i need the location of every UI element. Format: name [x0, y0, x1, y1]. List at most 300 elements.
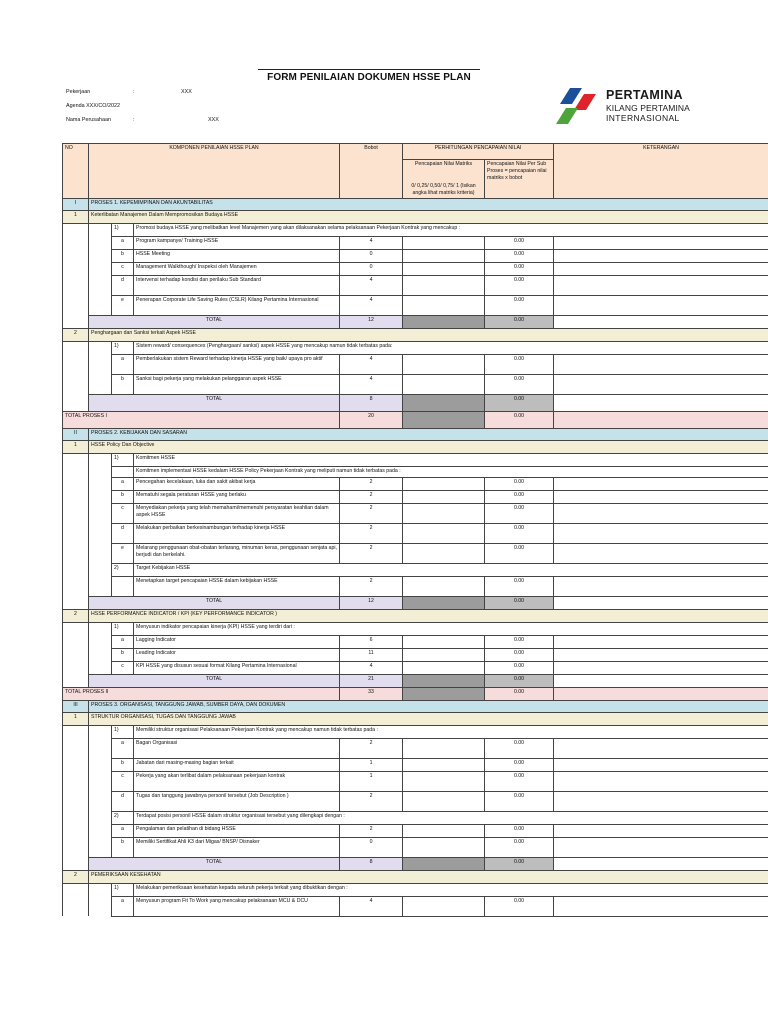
blank-cell [63, 811, 89, 824]
keterangan-input[interactable] [554, 295, 768, 315]
item-text: Tugas dan tanggung jawabnya personil tersebut (Job Description ) [134, 791, 340, 811]
nilai-matriks-input[interactable] [403, 896, 485, 916]
subsection-title: HSSE PERFORMANCE INDICATOR / KPI (KEY PERFORMANCE INDICATOR ) [89, 609, 768, 622]
field-perusahaan-label: Nama Perusahaan [66, 117, 111, 123]
item-text: Program kampanye/ Training HSSE [134, 236, 340, 249]
item-letter: a [112, 354, 134, 374]
table-row [63, 394, 768, 411]
keterangan-input[interactable] [554, 249, 768, 262]
total-bobot: 21 [340, 674, 403, 687]
item-text: Sanksi bagi pekerja yang melakukan pelanggaran aspek HSSE [134, 374, 340, 394]
blank-cell [89, 503, 112, 523]
nilai-matriks-input[interactable] [403, 791, 485, 811]
item-text: Mematuhi segala peraturan HSSE yang berlaku [134, 490, 340, 503]
keterangan-input[interactable] [554, 791, 768, 811]
nilai-matriks-input[interactable] [403, 576, 485, 596]
nilai-sub-value: 0.00 [485, 576, 554, 596]
nilai-sub-value: 0.00 [485, 791, 554, 811]
criterion-text: Promosi budaya HSSE yang melibatkan level Manajemen yang akan dilaksanakan selama pelaksanaan Pekerjaan Kontrak yang mencakup : [134, 223, 768, 236]
blank-cell [63, 857, 89, 870]
blank-cell [89, 236, 112, 249]
table-row [63, 712, 768, 725]
keterangan-input[interactable] [554, 543, 768, 563]
item-letter: c [112, 661, 134, 674]
bobot-value: 2 [340, 503, 403, 523]
header-row-1 [63, 144, 768, 160]
blank-cell [89, 824, 112, 837]
total-bobot: 12 [340, 596, 403, 609]
total-matriks-cell [403, 315, 485, 328]
total-proses-nilai: 0.00 [485, 411, 554, 428]
bobot-value: 2 [340, 791, 403, 811]
keterangan-input[interactable] [554, 477, 768, 490]
blank-cell [89, 523, 112, 543]
blank-cell [63, 883, 89, 896]
table-row [63, 262, 768, 275]
bobot-value: 11 [340, 648, 403, 661]
nilai-sub-value: 0.00 [485, 503, 554, 523]
item-letter: a [112, 738, 134, 758]
row-number: 1 [63, 440, 89, 453]
blank-cell [112, 466, 134, 477]
total-label: TOTAL [89, 315, 340, 328]
bobot-value: 1 [340, 758, 403, 771]
nilai-matriks-input[interactable] [403, 503, 485, 523]
blank-cell [89, 661, 112, 674]
logo-line-2: KILANG PERTAMINA [606, 103, 690, 113]
keterangan-input[interactable] [554, 275, 768, 295]
blank-cell [63, 758, 89, 771]
blank-cell [89, 275, 112, 295]
blank-cell [112, 576, 134, 596]
item-text: Melarang penggunaan obat-obatan terlarang, minuman keras, penggunaan senjata api, berjudi dan berkelahi. [134, 543, 340, 563]
total-nilai: 0.00 [485, 596, 554, 609]
table-row [63, 210, 768, 223]
bobot-value: 2 [340, 576, 403, 596]
bobot-value: 1 [340, 771, 403, 791]
table-row [63, 725, 768, 738]
bobot-value: 0 [340, 262, 403, 275]
blank-cell [89, 262, 112, 275]
table-row [63, 791, 768, 811]
blank-cell [63, 738, 89, 758]
total-label: TOTAL [89, 596, 340, 609]
nilai-sub-value: 0.00 [485, 354, 554, 374]
table-row [63, 354, 768, 374]
blank-cell [63, 648, 89, 661]
keterangan-input[interactable] [554, 648, 768, 661]
blank-cell [63, 262, 89, 275]
criterion-text: Komitmen HSSE [134, 453, 768, 466]
blank-cell [63, 837, 89, 857]
blank-cell [63, 223, 89, 236]
keterangan-input[interactable] [554, 503, 768, 523]
col-komponen-header: KOMPONEN PENILAIAN HSSE PLAN [89, 144, 340, 199]
nilai-sub-value: 0.00 [485, 837, 554, 857]
col-no-header: NO [63, 144, 89, 199]
table-row [63, 870, 768, 883]
row-number: III [63, 700, 89, 712]
blank-cell [63, 466, 89, 477]
blank-cell [89, 341, 112, 354]
table-row [63, 609, 768, 622]
item-letter: d [112, 275, 134, 295]
item-letter: c [112, 262, 134, 275]
item-letter: b [112, 374, 134, 394]
blank-cell [63, 249, 89, 262]
title-rule [258, 69, 480, 70]
blank-cell [63, 490, 89, 503]
item-text: Intervensi terhadap kondisi dan perilaku Sub Standard [134, 275, 340, 295]
pertamina-logo-icon [556, 86, 602, 130]
table-row [63, 811, 768, 824]
nilai-sub-value: 0.00 [485, 523, 554, 543]
blank-cell [63, 341, 89, 354]
item-text: Leading Indicator [134, 648, 340, 661]
criterion-text: Menyusun indikator pencapaian kinerja (KPI) HSSE yang terdiri dari : [134, 622, 768, 635]
nilai-matriks-input[interactable] [403, 262, 485, 275]
nilai-sub-value: 0.00 [485, 771, 554, 791]
table-row [63, 576, 768, 596]
nilai-matriks-input[interactable] [403, 354, 485, 374]
total-proses-nilai: 0.00 [485, 687, 554, 700]
blank-cell [89, 758, 112, 771]
nilai-matriks-input[interactable] [403, 374, 485, 394]
total-matriks-cell [403, 674, 485, 687]
criterion-text: Komitmen implementasi HSSE kedalam HSSE Policy Pekerjaan Kontrak yang meliputi namun tidak terbatas pada : [134, 466, 768, 477]
blank-cell [63, 394, 89, 411]
keterangan-input[interactable] [554, 236, 768, 249]
table-row [63, 374, 768, 394]
nilai-matriks-input[interactable] [403, 771, 485, 791]
blank-cell [63, 295, 89, 315]
total-nilai: 0.00 [485, 674, 554, 687]
nilai-matriks-input[interactable] [403, 738, 485, 758]
blank-cell [63, 622, 89, 635]
item-letter: a [112, 635, 134, 648]
table-row [63, 687, 768, 700]
blank-cell [89, 295, 112, 315]
nilai-sub-value: 0.00 [485, 477, 554, 490]
blank-cell [89, 622, 112, 635]
blank-cell [63, 453, 89, 466]
item-letter: a [112, 477, 134, 490]
item-text: Jabatan dari masing-masing bagian terkait [134, 758, 340, 771]
total-matriks-cell [403, 857, 485, 870]
col-perhitungan-header: PERHITUNGAN PENCAPAIAN NILAI [403, 144, 554, 160]
table-row [63, 857, 768, 870]
total-nilai: 0.00 [485, 315, 554, 328]
total-proses-label: TOTAL PROSES II [63, 687, 340, 700]
item-letter: b [112, 837, 134, 857]
table-row [63, 883, 768, 896]
table-row [63, 635, 768, 648]
criterion-number: 1) [112, 453, 134, 466]
keterangan-input[interactable] [554, 896, 768, 916]
blank-cell [89, 543, 112, 563]
nilai-matriks-input[interactable] [403, 236, 485, 249]
table-row [63, 648, 768, 661]
nilai-matriks-input[interactable] [403, 275, 485, 295]
keterangan-input[interactable] [554, 374, 768, 394]
subsection-title: HSSE Policy Dan Objective [89, 440, 768, 453]
total-nilai: 0.00 [485, 394, 554, 411]
total-bobot: 8 [340, 394, 403, 411]
item-letter: d [112, 523, 134, 543]
table-row [63, 236, 768, 249]
blank-cell [63, 275, 89, 295]
table-row [63, 249, 768, 262]
total-bobot: 8 [340, 857, 403, 870]
subsection-title: Penghargaan dan Sanksi terkait Aspek HSSE [89, 328, 768, 341]
nilai-matriks-input[interactable] [403, 295, 485, 315]
row-number: 1 [63, 712, 89, 725]
blank-cell [63, 374, 89, 394]
field-perusahaan-value: XXX [208, 117, 219, 123]
blank-cell [63, 563, 89, 576]
item-letter: d [112, 791, 134, 811]
subsection-title: Keterlibatan Manajemen Dalam Mempromosikan Budaya HSSE [89, 210, 768, 223]
pertamina-logo [556, 86, 766, 132]
table-row [63, 341, 768, 354]
field-agenda-label: Agenda XXX/CO/2022 [66, 103, 120, 109]
criterion-number: 1) [112, 223, 134, 236]
section-title: PROSES 2. KEBIJAKAN DAN SASARAN [89, 428, 768, 440]
nilai-matriks-input[interactable] [403, 635, 485, 648]
table-row [63, 490, 768, 503]
nilai-sub-value: 0.00 [485, 236, 554, 249]
blank-cell [89, 249, 112, 262]
table-row [63, 543, 768, 563]
page-title: FORM PENILAIAN DOKUMEN HSSE PLAN [267, 72, 471, 83]
keterangan-input[interactable] [554, 824, 768, 837]
blank-cell [63, 824, 89, 837]
row-number: I [63, 198, 89, 210]
table-row [63, 411, 768, 428]
criterion-number: 1) [112, 622, 134, 635]
assessment-table [62, 143, 768, 917]
total-keterangan [554, 596, 768, 609]
nilai-matriks-input[interactable] [403, 648, 485, 661]
item-text: Pengalaman dan pelatihan di bidang HSSE [134, 824, 340, 837]
blank-cell [63, 523, 89, 543]
nilai-matriks-input[interactable] [403, 661, 485, 674]
keterangan-input[interactable] [554, 490, 768, 503]
bobot-value: 0 [340, 837, 403, 857]
blank-cell [89, 563, 112, 576]
total-keterangan [554, 315, 768, 328]
criterion-text: Sistem reward/ consequences (Penghargaan/ sanksi) aspek HSSE yang mencakup namun tidak terbatas pada: [134, 341, 768, 354]
nilai-sub-value: 0.00 [485, 648, 554, 661]
nilai-sub-value: 0.00 [485, 758, 554, 771]
keterangan-input[interactable] [554, 354, 768, 374]
total-proses-keterangan [554, 411, 768, 428]
field-pekerjaan-sep: : [133, 89, 135, 95]
keterangan-input[interactable] [554, 738, 768, 758]
blank-cell [63, 674, 89, 687]
blank-cell [63, 596, 89, 609]
item-letter: b [112, 648, 134, 661]
table-row [63, 428, 768, 440]
row-number: 2 [63, 609, 89, 622]
criterion-number: 1) [112, 883, 134, 896]
criterion-text: Target Kebijakan HSSE [134, 563, 768, 576]
blank-cell [89, 837, 112, 857]
blank-cell [89, 883, 112, 896]
total-keterangan [554, 674, 768, 687]
nilai-sub-value: 0.00 [485, 490, 554, 503]
total-keterangan [554, 394, 768, 411]
bobot-value: 4 [340, 295, 403, 315]
keterangan-input[interactable] [554, 758, 768, 771]
blank-cell [89, 771, 112, 791]
row-number: 2 [63, 328, 89, 341]
field-perusahaan-sep: : [133, 117, 135, 123]
blank-cell [63, 236, 89, 249]
blank-cell [89, 725, 112, 738]
table-row [63, 275, 768, 295]
nilai-matriks-input[interactable] [403, 837, 485, 857]
bobot-value: 2 [340, 543, 403, 563]
table-row [63, 896, 768, 916]
criterion-number: 2) [112, 811, 134, 824]
keterangan-input[interactable] [554, 661, 768, 674]
bobot-value: 2 [340, 738, 403, 758]
bobot-value: 0 [340, 249, 403, 262]
bobot-value: 4 [340, 896, 403, 916]
item-letter: e [112, 543, 134, 563]
table-row [63, 198, 768, 210]
bobot-value: 4 [340, 275, 403, 295]
item-text: Memiliki Sertifikat Ahli K3 dari Migas/ BNSP/ Disnaker [134, 837, 340, 857]
table-row [63, 661, 768, 674]
table-row [63, 503, 768, 523]
item-text: HSSE Meeting [134, 249, 340, 262]
blank-cell [89, 466, 112, 477]
total-proses-matriks-cell [403, 687, 485, 700]
keterangan-input[interactable] [554, 576, 768, 596]
blank-cell [63, 354, 89, 374]
blank-cell [63, 791, 89, 811]
table-row [63, 738, 768, 758]
nilai-matriks-input[interactable] [403, 249, 485, 262]
item-text: Melakukan perbaikan berkesinambungan terhadap kinerja HSSE [134, 523, 340, 543]
item-letter: e [112, 295, 134, 315]
nilai-sub-value: 0.00 [485, 738, 554, 758]
nilai-sub-value: 0.00 [485, 896, 554, 916]
bobot-value: 2 [340, 477, 403, 490]
blank-cell [89, 223, 112, 236]
total-keterangan [554, 857, 768, 870]
table-row [63, 622, 768, 635]
nilai-sub-value: 0.00 [485, 661, 554, 674]
blank-cell [63, 503, 89, 523]
nilai-sub-value: 0.00 [485, 249, 554, 262]
item-letter: a [112, 896, 134, 916]
logo-line-1: PERTAMINA [606, 88, 683, 102]
blank-cell [63, 896, 89, 916]
row-number: 2 [63, 870, 89, 883]
blank-cell [63, 771, 89, 791]
nilai-sub-value: 0.00 [485, 635, 554, 648]
blank-cell [89, 374, 112, 394]
item-letter: b [112, 758, 134, 771]
col-nilai-sub-header: Pencapaian Nilai Per Sub Proses = pencapaian nilai matriks x bobot [485, 160, 554, 199]
table-row [63, 837, 768, 857]
nilai-matriks-input[interactable] [403, 477, 485, 490]
nilai-matriks-input[interactable] [403, 490, 485, 503]
blank-cell [63, 315, 89, 328]
bobot-value: 4 [340, 236, 403, 249]
col-nilai-matriks-header: Pencapaian Nilai Matriks [403, 160, 485, 182]
blank-cell [89, 738, 112, 758]
keterangan-input[interactable] [554, 771, 768, 791]
row-number: II [63, 428, 89, 440]
nilai-sub-value: 0.00 [485, 374, 554, 394]
blank-cell [89, 576, 112, 596]
keterangan-input[interactable] [554, 837, 768, 857]
blank-cell [63, 477, 89, 490]
criterion-text: Memiliki struktur organisasi Pelaksanaan Pekerjaan Kontrak yang mencakup namun tidak terbatas pada : [134, 725, 768, 738]
criterion-number: 1) [112, 725, 134, 738]
field-pekerjaan-label: Pekerjaan [66, 89, 91, 95]
table-row [63, 295, 768, 315]
table-row [63, 466, 768, 477]
table-row [63, 523, 768, 543]
total-proses-matriks-cell [403, 411, 485, 428]
bobot-value: 6 [340, 635, 403, 648]
nilai-matriks-input[interactable] [403, 758, 485, 771]
blank-cell [89, 811, 112, 824]
table-row [63, 328, 768, 341]
criterion-text: Melakukan pemeriksaan kesehatan kepada seluruh pekerja terkait yang dibuktikan dengan : [134, 883, 768, 896]
table-row [63, 453, 768, 466]
table-row [63, 440, 768, 453]
item-text: Bagan Organisasi [134, 738, 340, 758]
item-text: Pencegahan kecelakaan, luka dan sakit akibat kerja [134, 477, 340, 490]
blank-cell [89, 635, 112, 648]
table-row [63, 223, 768, 236]
item-text: Menyusun program Fit To Work yang mencakup pelaksanaan MCU & DCU [134, 896, 340, 916]
table-row [63, 596, 768, 609]
blank-cell [89, 896, 112, 916]
total-proses-bobot: 20 [340, 411, 403, 428]
blank-cell [63, 543, 89, 563]
item-text: Pemberlakukan sistem Reward terhadap kinerja HSSE yang baik/ upaya pro aktif [134, 354, 340, 374]
nilai-matriks-input[interactable] [403, 824, 485, 837]
item-letter: a [112, 236, 134, 249]
keterangan-input[interactable] [554, 262, 768, 275]
nilai-sub-value: 0.00 [485, 262, 554, 275]
keterangan-input[interactable] [554, 523, 768, 543]
total-proses-label: TOTAL PROSES I [63, 411, 340, 428]
nilai-matriks-input[interactable] [403, 523, 485, 543]
criterion-number: 2) [112, 563, 134, 576]
nilai-sub-value: 0.00 [485, 824, 554, 837]
logo-line-3: INTERNASIONAL [606, 113, 680, 123]
total-matriks-cell [403, 596, 485, 609]
item-letter: b [112, 249, 134, 262]
blank-cell [63, 725, 89, 738]
item-letter: c [112, 503, 134, 523]
item-text: KPI HSSE yang disusun sesuai format Kilang Pertamina Internasional [134, 661, 340, 674]
criterion-text: Terdapat posisi personil HSSE dalam struktur organisasi tersebut yang dilengkapi dengan : [134, 811, 768, 824]
total-proses-keterangan [554, 687, 768, 700]
keterangan-input[interactable] [554, 635, 768, 648]
nilai-matriks-input[interactable] [403, 543, 485, 563]
blank-cell [89, 477, 112, 490]
section-title: PROSES 3. ORGANISASI, TANGGUNG JAWAB, SUMBER DAYA, DAN DOKUMEN [89, 700, 768, 712]
